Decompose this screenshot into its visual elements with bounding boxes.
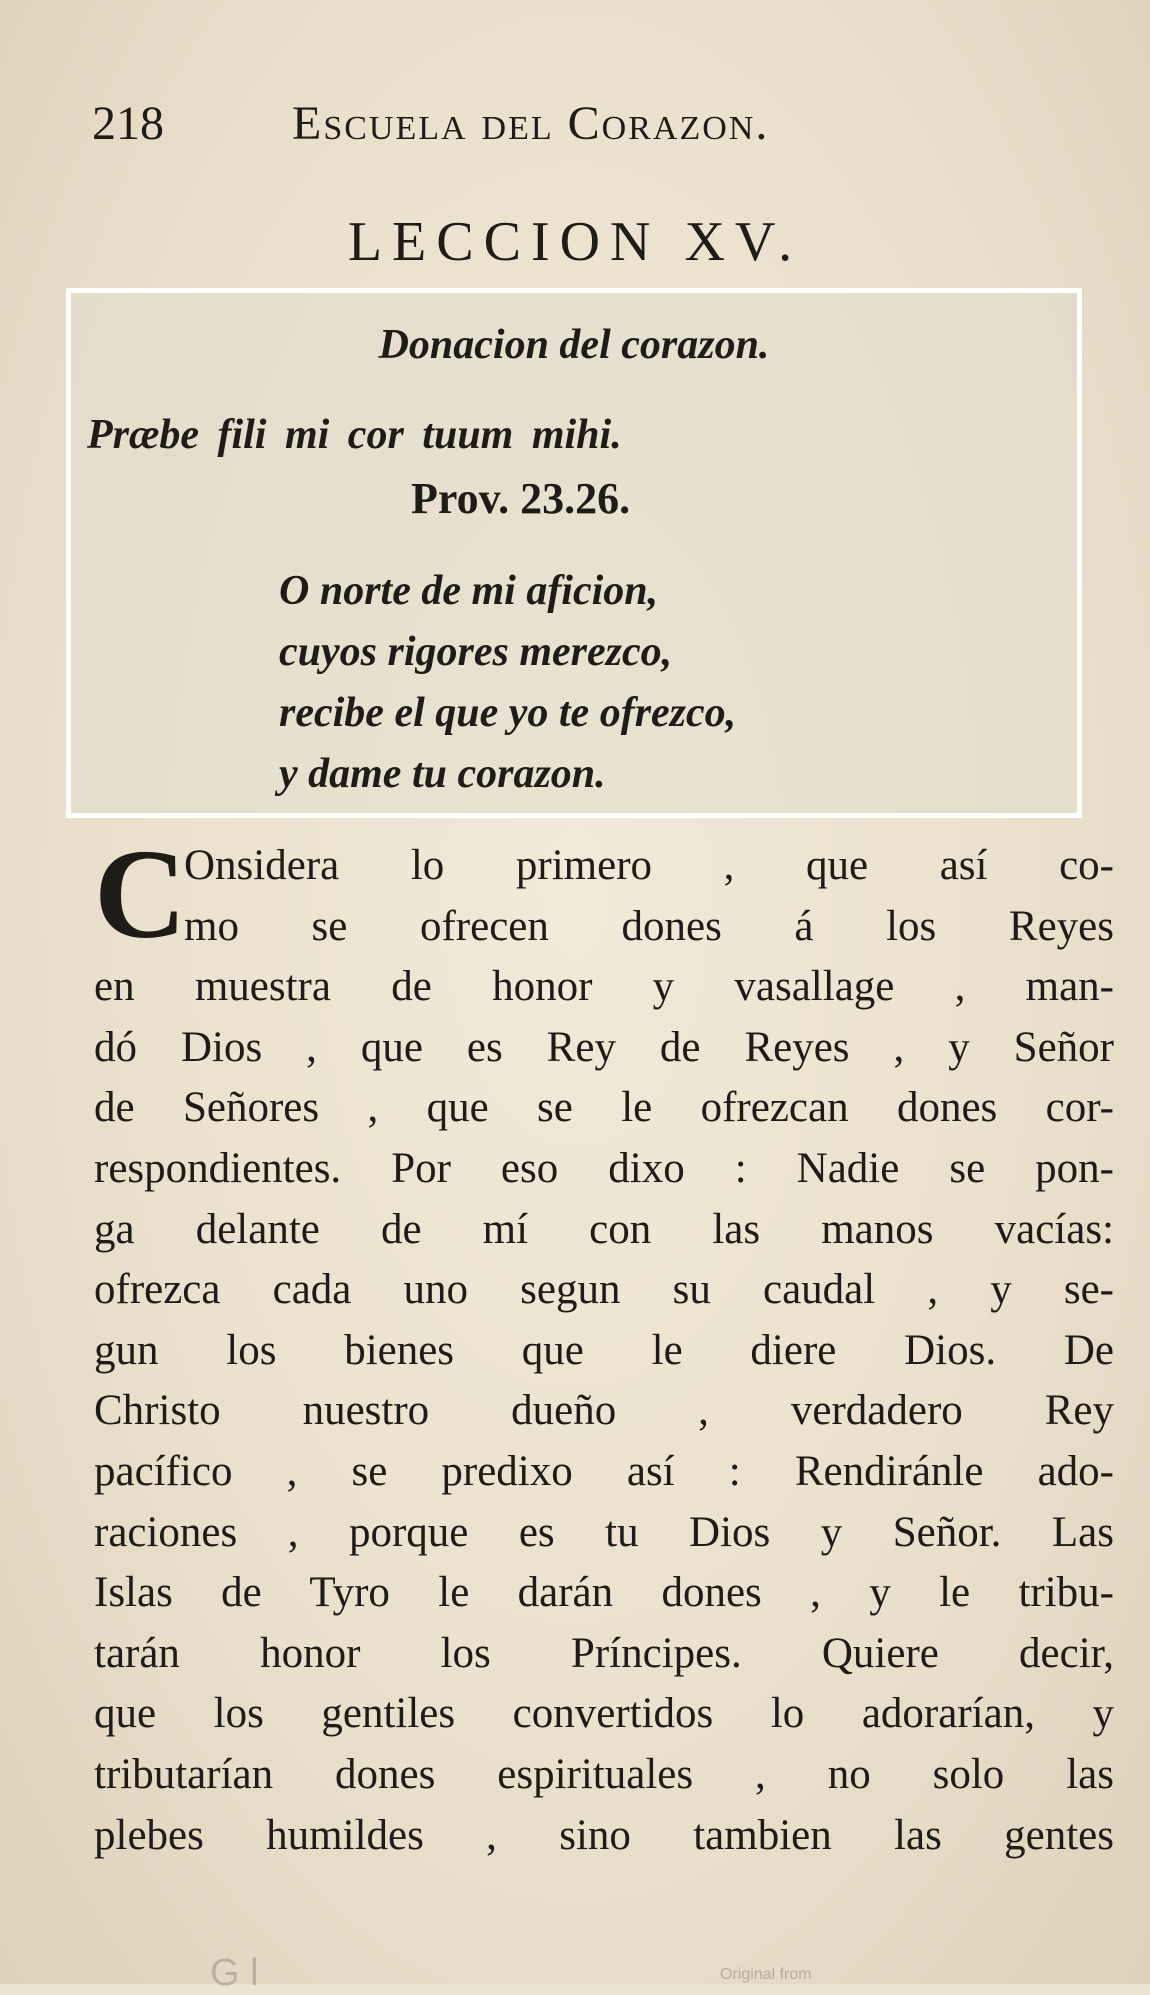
- highlighted-epigraph-region: [66, 288, 1082, 818]
- body-line: Christo nuestro dueño , verdadero Rey: [94, 1387, 1114, 1435]
- body-line: plebes humildes , sino tambien las gentes: [94, 1811, 1114, 1859]
- body-line: respondientes. Por eso dixo : Nadie se pon-: [94, 1144, 1114, 1192]
- lesson-subtitle: Donacion del corazon.: [378, 322, 770, 368]
- body-line: de Señores , que se le ofrezcan dones cor-: [94, 1084, 1114, 1132]
- latin-quote: Præbe fili mi cor tuum mihi.: [87, 412, 622, 458]
- verse-line: cuyos rigores merezco,: [279, 629, 673, 675]
- drop-cap: C: [94, 823, 187, 965]
- footer-watermark-right: Original from: [720, 1966, 812, 1983]
- footer-watermark-left: G l: [210, 1952, 259, 1994]
- body-line: gun los bienes que le diere Dios. De: [94, 1326, 1114, 1374]
- verse-line: recibe el que yo te ofrezco,: [279, 690, 737, 736]
- body-line: en muestra de honor y vasallage , man-: [94, 963, 1114, 1011]
- scripture-citation: Prov. 23.26.: [411, 474, 631, 523]
- body-line: Islas de Tyro le darán dones , y le tribu-: [94, 1569, 1114, 1617]
- body-line: tarán honor los Príncipes. Quiere decir,: [94, 1629, 1114, 1677]
- body-line: tributarían dones espirituales , no solo las: [94, 1750, 1114, 1798]
- body-line: ofrezca cada uno segun su caudal , y se-: [94, 1266, 1114, 1314]
- body-line: raciones , porque es tu Dios y Señor. Las: [94, 1508, 1114, 1556]
- body-line: dó Dios , que es Rey de Reyes , y Señor: [94, 1023, 1114, 1071]
- body-line: pacífico , se predixo así : Rendiránle ado-: [94, 1447, 1114, 1495]
- body-line: ga delante de mí con las manos vacías:: [94, 1205, 1114, 1253]
- body-line: mo se ofrecen dones á los Reyes: [184, 902, 1114, 950]
- book-title: Escuela del Corazon.: [292, 97, 770, 150]
- page-number: 218: [92, 97, 164, 150]
- body-line: que los gentiles convertidos lo adorarían, y: [94, 1690, 1114, 1738]
- running-head: [92, 96, 1072, 156]
- verse-stanza: [279, 561, 736, 805]
- body-paragraph: [94, 836, 1114, 1866]
- verse-line: O norte de mi aficion,: [279, 568, 659, 614]
- verse-line: y dame tu corazon.: [279, 751, 606, 797]
- body-line: Onsidera lo primero , que así co-: [184, 842, 1114, 889]
- lesson-title: LECCION XV.: [347, 211, 803, 273]
